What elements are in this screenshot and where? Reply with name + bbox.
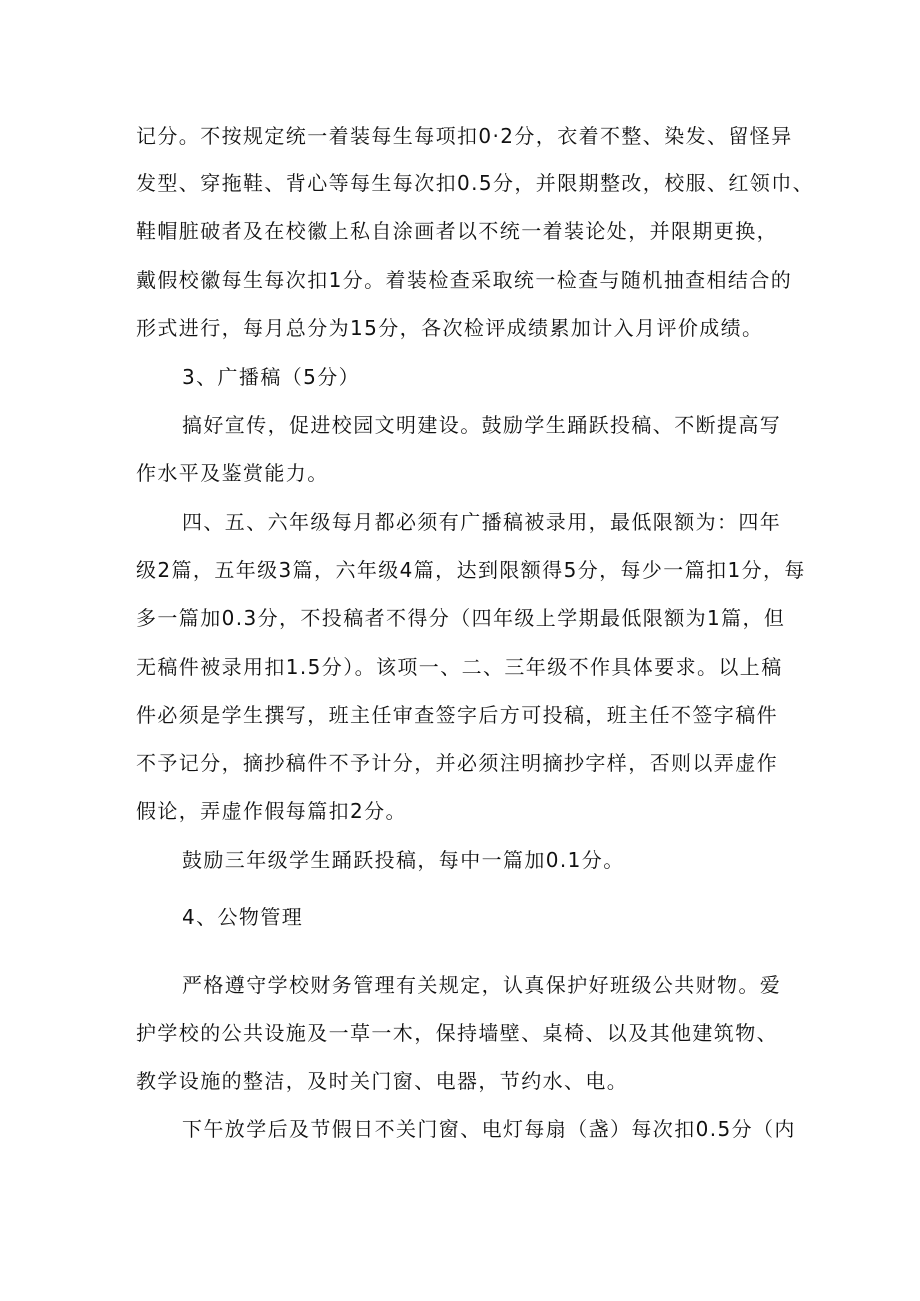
text-line: 无稿件被录用扣1.5分）。该项一、二、三年级不作具体要求。以上稿 [136,655,783,679]
text-line: 记分。不按规定统一着装每生每项扣0·2分，衣着不整、染发、留怪异 [136,124,793,148]
paragraph-start: 鼓励三年级学生踊跃投稿，每中一篇加0.1分。 [182,848,625,872]
text-line: 鞋帽脏破者及在校徽上私自涂画者以不统一着装论处，并限期更换， [136,219,778,243]
text-line: 多一篇加0.3分，不投稿者不得分（四年级上学期最低限额为1篇，但 [136,606,786,630]
text-line: 级2篇，五年级3篇，六年级4篇，达到限额得5分，每少一篇扣1分，每 [136,558,806,582]
text-line: 作水平及鉴赏能力。 [136,461,329,485]
text-line: 形式进行，每月总分为15分，各次检评成绩累加计入月评价成绩。 [136,316,764,340]
paragraph-start: 四、五、六年级每月都必须有广播稿被录用，最低限额为：四年 [182,510,782,534]
text-line: 件必须是学生撰写，班主任审查签字后方可投稿，班主任不签字稿件 [136,703,778,727]
paragraph-start: 严格遵守学校财务管理有关规定，认真保护好班级公共财物。爱 [182,973,782,997]
text-line: 不予记分，摘抄稿件不予计分，并必须注明摘抄字样，否则以弄虚作 [136,751,778,775]
text-line: 假论，弄虚作假每篇扣2分。 [136,799,407,823]
text-line: 发型、穿拖鞋、背心等每生每次扣0.5分，并限期整改，校服、红领巾、 [136,171,815,195]
section-heading: 3、广播稿（5分） [182,365,361,389]
text-line: 戴假校徽每生每次扣1分。着装检查采取统一检查与随机抽查相结合的 [136,268,793,292]
section-heading: 4、公物管理 [182,905,304,929]
text-line: 护学校的公共设施及一草一木，保持墙壁、桌椅、以及其他建筑物、 [136,1021,778,1045]
paragraph-start: 搞好宣传，促进校园文明建设。鼓励学生踊跃投稿、不断提高写 [182,413,782,437]
paragraph-start: 下午放学后及节假日不关门窗、电灯每扇（盏）每次扣0.5分（内 [182,1117,796,1141]
text-line: 教学设施的整洁，及时关门窗、电器，节约水、电。 [136,1069,629,1093]
